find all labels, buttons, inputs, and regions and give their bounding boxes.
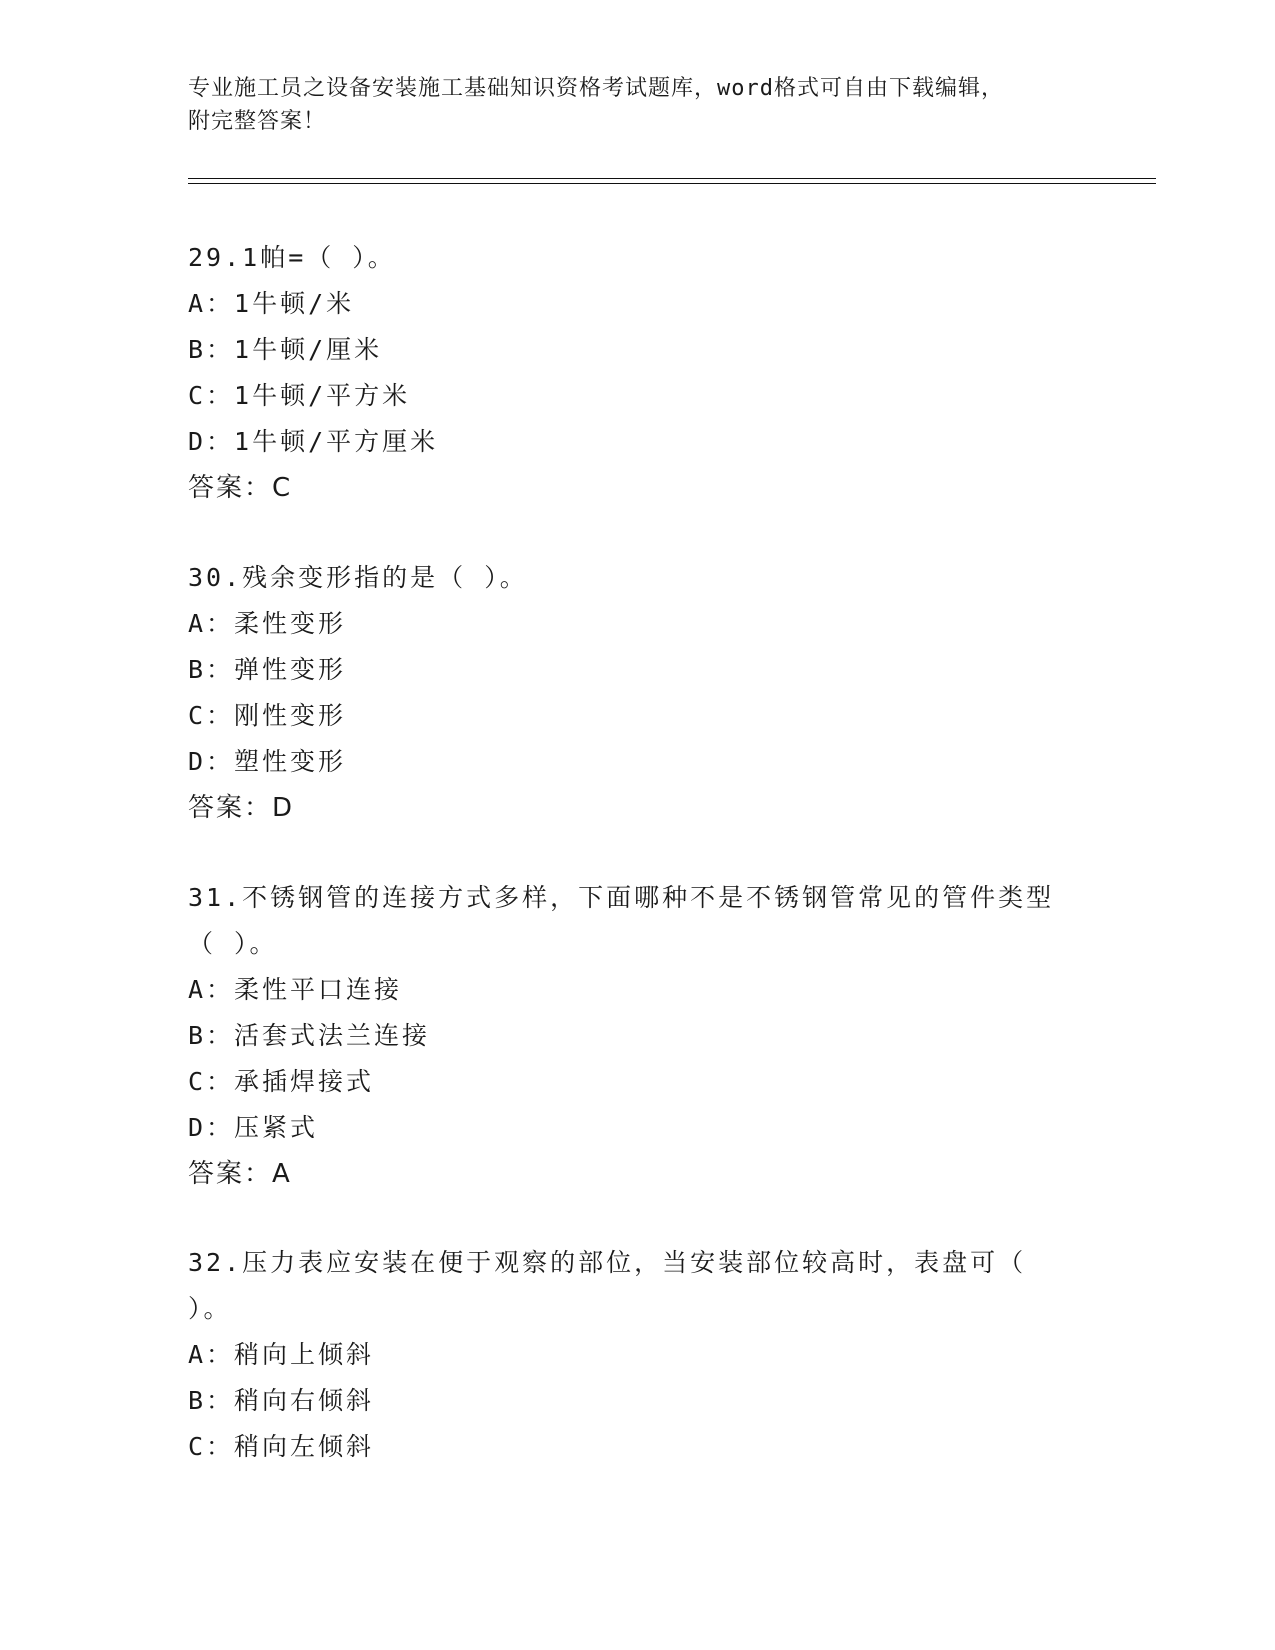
option-d: D：塑性变形 xyxy=(188,747,347,776)
option-b: B：弹性变形 xyxy=(188,655,347,684)
option-b: B：活套式法兰连接 xyxy=(188,1021,431,1050)
answer-text: 答案：A xyxy=(188,1159,292,1189)
question-block-32 xyxy=(188,1240,1088,1470)
option-c: C：承插焊接式 xyxy=(188,1067,375,1096)
question-block-29 xyxy=(188,235,1088,511)
answer-text: 答案：D xyxy=(188,793,295,823)
option-d: D：压紧式 xyxy=(188,1113,319,1142)
header-divider-bottom xyxy=(188,183,1156,184)
header-divider-top xyxy=(188,178,1156,179)
option-b: B：1牛顿/厘米 xyxy=(188,335,383,364)
option-c: C：刚性变形 xyxy=(188,701,347,730)
header-line-2: 附完整答案！ xyxy=(188,109,327,134)
option-b: B：稍向右倾斜 xyxy=(188,1386,375,1415)
option-a: A：柔性平口连接 xyxy=(188,975,403,1004)
option-a: A：稍向上倾斜 xyxy=(188,1340,375,1369)
document-header xyxy=(188,72,1088,138)
option-a: A：1牛顿/米 xyxy=(188,289,355,318)
question-text-line-2: （ ）。 xyxy=(188,929,278,958)
option-c: C：稍向左倾斜 xyxy=(188,1432,375,1461)
question-text-line-1: 32.压力表应安装在便于观察的部位，当安装部位较高时，表盘可（ xyxy=(188,1248,1027,1277)
question-text: 30.残余变形指的是（ ）。 xyxy=(188,563,528,592)
option-c: C：1牛顿/平方米 xyxy=(188,381,411,410)
option-a: A：柔性变形 xyxy=(188,609,347,638)
question-block-31 xyxy=(188,875,1088,1197)
header-line-1: 专业施工员之设备安装施工基础知识资格考试题库，word格式可自由下载编辑， xyxy=(188,76,1004,101)
question-text: 29.1帕=（ ）。 xyxy=(188,243,396,272)
question-text-line-1: 31.不锈钢管的连接方式多样，下面哪种不是不锈钢管常见的管件类型 xyxy=(188,883,1055,912)
answer-text: 答案：C xyxy=(188,473,293,503)
question-text-line-2: ）。 xyxy=(188,1294,232,1323)
question-block-30 xyxy=(188,555,1088,831)
option-d: D：1牛顿/平方厘米 xyxy=(188,427,439,456)
